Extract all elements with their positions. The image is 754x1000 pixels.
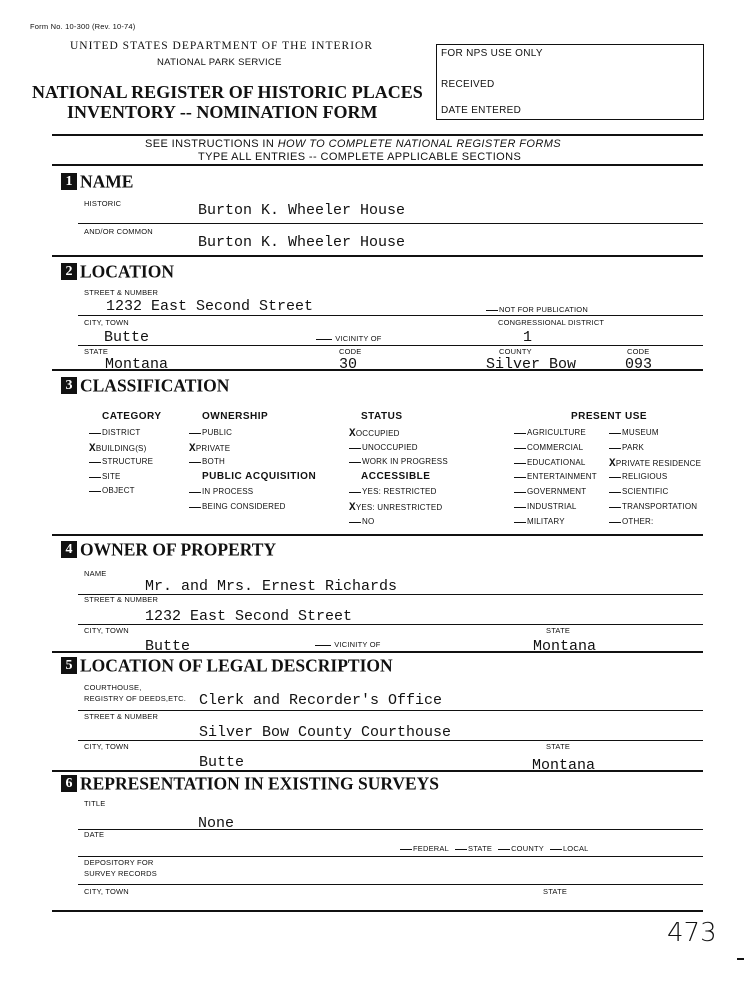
option-museum[interactable]	[609, 428, 659, 437]
option-industrial[interactable]	[514, 502, 577, 511]
section-1-heading: 1 NAME	[61, 170, 133, 192]
owner-city-field: Butte	[145, 638, 191, 655]
checkbox-blank	[189, 433, 201, 434]
option-label: BUILDING(S)	[95, 443, 147, 453]
option-label: BOTH	[202, 457, 226, 467]
courthouse-field: Clerk and Recorder's Office	[199, 692, 443, 709]
option-label: STRUCTURE	[102, 457, 154, 467]
owner-vicinity-label: VICINITY OF	[315, 640, 381, 649]
owner-street-label: STREET & NUMBER	[84, 595, 159, 604]
nps-use-box	[436, 44, 704, 120]
option-government[interactable]	[514, 487, 586, 496]
option-label: COMMERCIAL	[527, 442, 584, 452]
option-label: ENTERTAINMENT	[527, 472, 597, 482]
scan-mark	[737, 958, 744, 960]
owner-city-label: CITY, TOWN	[84, 626, 129, 635]
state-label: STATE	[84, 347, 109, 356]
checkbox-blank	[514, 433, 526, 434]
option-label: OBJECT	[102, 486, 135, 496]
option-label: MILITARY	[527, 516, 565, 526]
service-name: NATIONAL PARK SERVICE	[157, 57, 282, 68]
checkbox-blank	[89, 462, 101, 463]
option-yes-restricted[interactable]	[349, 487, 437, 496]
option-label: PRIVATE RESIDENCE	[615, 458, 702, 468]
nps-use-label: FOR NPS USE ONLY	[441, 48, 543, 59]
option-label: PUBLIC	[202, 428, 233, 437]
checkmark: X	[189, 442, 196, 455]
option-unoccupied[interactable]	[349, 443, 418, 452]
checkbox-blank	[514, 448, 526, 449]
section-number: 1	[61, 173, 77, 190]
survey-title-field: None	[198, 815, 235, 832]
survey-levels	[400, 844, 595, 853]
option-occupied[interactable]	[349, 428, 400, 440]
checkmark: X	[89, 442, 96, 455]
option-park[interactable]	[609, 443, 644, 452]
checkbox-blank	[514, 522, 526, 523]
checkbox-blank	[189, 462, 201, 463]
option-commercial[interactable]	[514, 443, 583, 452]
section-6-heading: 6 REPRESENTATION IN EXISTING SURVEYS	[61, 772, 439, 794]
option-object[interactable]	[89, 486, 135, 495]
option-private[interactable]	[189, 443, 230, 455]
option-label: RELIGIOUS	[622, 472, 668, 482]
checkbox-blank	[609, 522, 621, 523]
checkbox-blank	[609, 448, 621, 449]
option-label: AGRICULTURE	[527, 428, 586, 437]
checkbox-blank	[609, 492, 621, 493]
checkbox-blank	[89, 477, 101, 478]
option-label: GOVERNMENT	[527, 487, 587, 497]
section-4-heading: 4 OWNER OF PROPERTY	[61, 538, 276, 560]
section-number: 3	[61, 377, 77, 394]
option-other[interactable]	[609, 517, 653, 526]
ownership-heading: OWNERSHIP	[202, 411, 269, 422]
option-district[interactable]	[89, 428, 141, 437]
option-label: YES: RESTRICTED	[362, 487, 437, 496]
checkbox-blank	[89, 433, 101, 434]
section-number: 4	[61, 541, 77, 558]
city-label: CITY, TOWN	[84, 318, 129, 327]
option-label: NO	[362, 517, 375, 526]
option-label: DISTRICT	[102, 428, 141, 437]
legal-city-label: CITY, TOWN	[84, 742, 129, 751]
form-number: Form No. 10-300 (Rev. 10-74)	[30, 22, 136, 31]
option-public[interactable]	[189, 428, 232, 437]
section-5-heading: 5 LOCATION OF LEGAL DESCRIPTION	[61, 654, 393, 676]
legal-city-field: Butte	[199, 754, 245, 771]
option-educational[interactable]	[514, 458, 586, 467]
owner-state-label: STATE	[546, 626, 571, 635]
checkbox-blank	[189, 492, 201, 493]
courthouse-label-1: COURTHOUSE,	[84, 683, 142, 692]
checkbox-blank	[400, 849, 412, 850]
vicinity-label: VICINITY OF	[316, 334, 382, 343]
option-site[interactable]	[89, 472, 121, 481]
historic-name-field: Burton K. Wheeler House	[198, 202, 406, 219]
checkbox-blank	[609, 477, 621, 478]
checkbox-blank	[550, 849, 562, 850]
option-scientific[interactable]	[609, 487, 668, 496]
option-in-process[interactable]	[189, 487, 253, 496]
option-work-in-progress[interactable]	[349, 457, 448, 466]
county-label: COUNTY	[499, 347, 532, 356]
option-label: IN PROCESS	[202, 487, 254, 496]
legal-state-field: Montana	[532, 757, 596, 774]
common-name-field: Burton K. Wheeler House	[198, 234, 406, 251]
survey-level-label: COUNTY	[511, 844, 544, 853]
checkbox-blank	[514, 477, 526, 478]
depository-label-2: SURVEY RECORDS	[84, 869, 157, 878]
checkmark: X	[349, 428, 356, 440]
divider	[52, 134, 703, 136]
option-label: INDUSTRIAL	[527, 502, 577, 511]
checkbox-blank	[189, 507, 201, 508]
checkbox-blank	[349, 522, 361, 523]
state-code-field: 30	[339, 356, 358, 373]
county-code-label: CODE	[627, 347, 650, 356]
option-label: OCCUPIED	[355, 429, 400, 438]
section-number: 6	[61, 775, 77, 792]
option-transportation[interactable]	[609, 502, 697, 511]
form-title-line2: INVENTORY -- NOMINATION FORM	[67, 102, 378, 122]
survey-level-state[interactable]	[455, 844, 492, 853]
accessible-heading: ACCESSIBLE	[361, 471, 431, 482]
present-use-heading: PRESENT USE	[571, 411, 648, 422]
survey-level-label: LOCAL	[562, 844, 589, 853]
survey-level-federal[interactable]	[400, 844, 449, 853]
option-label: BEING CONSIDERED	[202, 502, 286, 511]
survey-title-label: TITLE	[84, 799, 106, 808]
survey-level-label: STATE	[468, 844, 493, 853]
owner-name-label: NAME	[84, 569, 107, 578]
city-field: Butte	[104, 329, 150, 346]
legal-street-label: STREET & NUMBER	[84, 712, 159, 721]
checkbox-blank	[455, 849, 467, 850]
option-military[interactable]	[514, 517, 565, 526]
owner-state-field: Montana	[533, 638, 597, 655]
section-number: 5	[61, 657, 77, 674]
option-label: TRANSPORTATION	[622, 502, 698, 511]
checkbox-blank	[609, 507, 621, 508]
county-field: Silver Bow	[486, 356, 577, 373]
county-code-field: 093	[625, 356, 653, 373]
option-yes-unrestricted[interactable]	[349, 502, 442, 514]
public-acquisition-heading: PUBLIC ACQUISITION	[202, 471, 317, 482]
option-being-considered[interactable]	[189, 502, 286, 511]
congressional-field: 1	[523, 329, 533, 346]
legal-street-field: Silver Bow County Courthouse	[199, 724, 452, 741]
option-structure[interactable]	[89, 457, 153, 466]
checkbox-blank	[89, 491, 101, 492]
option-label: SCIENTIFIC	[622, 487, 669, 497]
date-entered-label: DATE ENTERED	[441, 105, 522, 116]
category-heading: CATEGORY	[102, 411, 162, 422]
checkmark: X	[349, 502, 356, 514]
street-field: 1232 East Second Street	[106, 298, 314, 315]
option-agriculture[interactable]	[514, 428, 586, 437]
option-label: OTHER:	[622, 516, 654, 526]
common-label: AND/OR COMMON	[84, 227, 153, 236]
option-both[interactable]	[189, 457, 225, 466]
option-private-residence[interactable]	[609, 458, 701, 470]
survey-level-label: FEDERAL	[413, 844, 449, 853]
historic-label: HISTORIC	[84, 199, 122, 208]
divider	[52, 164, 703, 166]
instructions-line1: SEE INSTRUCTIONS IN HOW TO COMPLETE NATIONAL REGISTER FORMS	[145, 138, 561, 150]
option-entertainment[interactable]	[514, 472, 597, 481]
section-number: 2	[61, 263, 77, 280]
option-label: PARK	[622, 442, 644, 452]
section-3-heading: 3 CLASSIFICATION	[61, 374, 229, 396]
survey-date-label: DATE	[84, 830, 105, 839]
survey-city-label: CITY, TOWN	[84, 887, 129, 896]
instructions-line2: TYPE ALL ENTRIES -- COMPLETE APPLICABLE SECTIONS	[198, 151, 522, 163]
checkmark: X	[609, 457, 616, 470]
checkbox-blank	[349, 448, 361, 449]
legal-state-label: STATE	[546, 742, 571, 751]
option-label: WORK IN PROGRESS	[362, 457, 448, 467]
form-title-line1: NATIONAL REGISTER OF HISTORIC PLACES	[32, 82, 423, 102]
option-label: EDUCATIONAL	[527, 457, 586, 467]
state-field: Montana	[105, 356, 169, 373]
code-label: CODE	[339, 347, 362, 356]
option-religious[interactable]	[609, 472, 667, 481]
street-label: STREET & NUMBER	[84, 288, 159, 297]
checkbox-blank	[514, 463, 526, 464]
not-for-publication: NOT FOR PUBLICATION	[486, 305, 588, 314]
department-name: UNITED STATES DEPARTMENT OF THE INTERIOR	[70, 40, 374, 52]
owner-name-field: Mr. and Mrs. Ernest Richards	[145, 578, 398, 595]
depository-label-1: DEPOSITORY FOR	[84, 858, 154, 867]
option-no[interactable]	[349, 517, 374, 526]
option-label: MUSEUM	[622, 428, 659, 437]
option-label: PRIVATE	[195, 443, 231, 453]
option-label: UNOCCUPIED	[362, 442, 418, 452]
checkbox-blank	[498, 849, 510, 850]
option-label: YES: UNRESTRICTED	[355, 503, 443, 512]
survey-level-county[interactable]	[498, 844, 544, 853]
status-heading: STATUS	[361, 411, 403, 422]
checkbox-blank	[514, 507, 526, 508]
received-label: RECEIVED	[441, 79, 495, 90]
checkbox-blank	[609, 433, 621, 434]
option-label: SITE	[102, 471, 121, 481]
survey-state-label: STATE	[543, 887, 568, 896]
option-building-s[interactable]	[89, 443, 146, 455]
section-2-heading: 2 LOCATION	[61, 260, 174, 282]
checkbox-blank	[349, 492, 361, 493]
owner-street-field: 1232 East Second Street	[145, 608, 353, 625]
courthouse-label-2: REGISTRY OF DEEDS,ETC.	[84, 694, 187, 703]
survey-level-local[interactable]	[550, 844, 589, 853]
checkbox-blank	[349, 462, 361, 463]
congressional-label: CONGRESSIONAL DISTRICT	[498, 318, 605, 327]
page-number: 473	[667, 918, 717, 948]
checkbox-blank	[514, 492, 526, 493]
